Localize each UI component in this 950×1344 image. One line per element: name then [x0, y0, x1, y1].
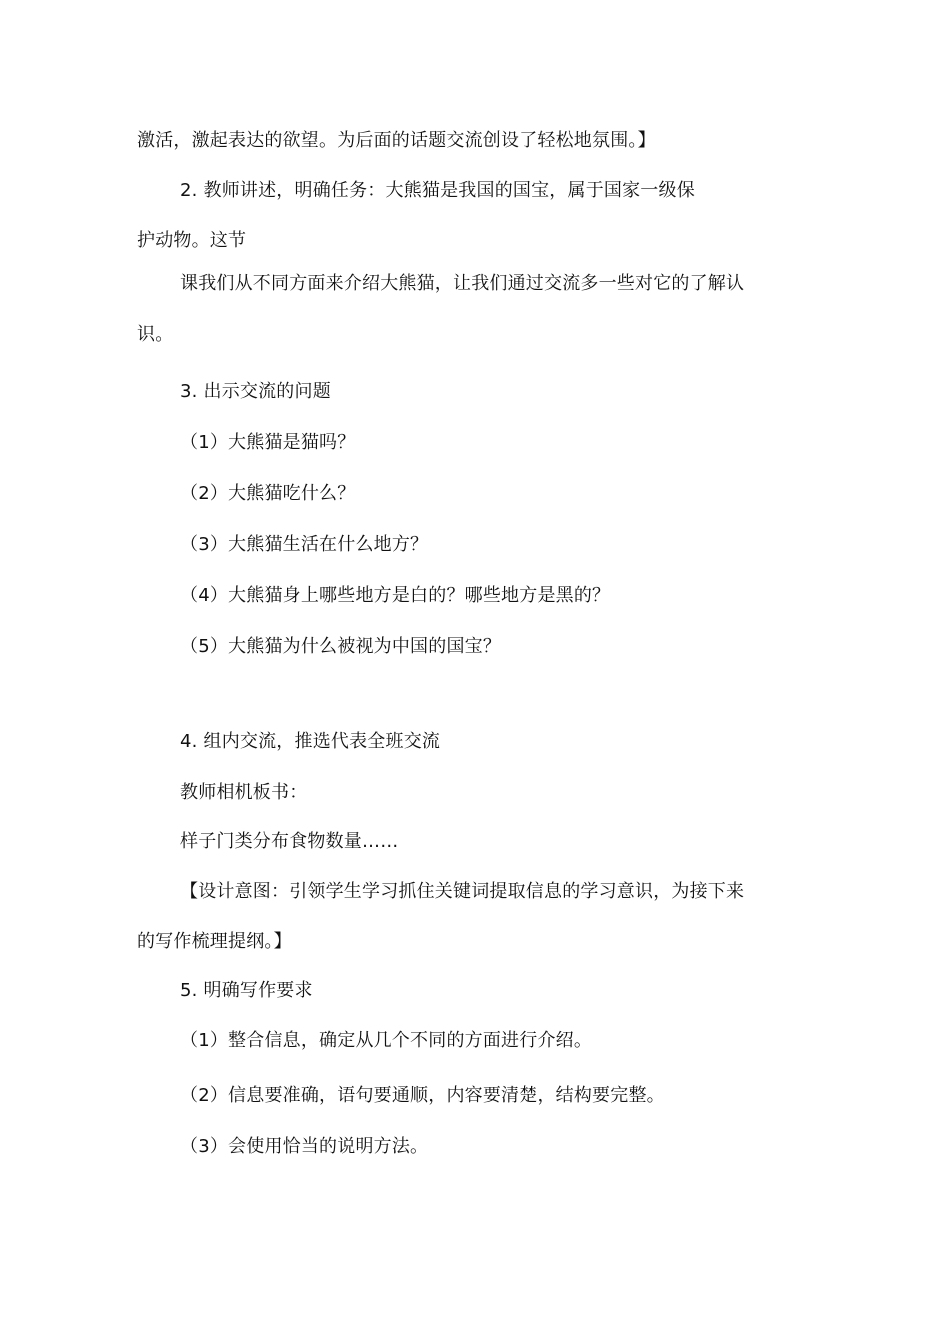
paragraph-line: 激活，激起表达的欲望。为后面的话题交流创设了轻松地氛围。】: [137, 130, 656, 151]
design-intent-note: 【设计意图：引领学生学习抓住关键词提取信息的学习意识，为接下来: [180, 881, 745, 902]
list-item-4: 4. 组内交流，推选代表全班交流: [180, 731, 441, 752]
requirement-item: （2）信息要准确，语句要通顺，内容要清楚，结构要完整。: [180, 1085, 665, 1106]
paragraph-line: 课我们从不同方面来介绍大熊猫，让我们通过交流多一些对它的了解认: [180, 273, 745, 294]
question-item: （1）大熊猫是猫吗？: [180, 432, 356, 453]
requirement-item: （1）整合信息，确定从几个不同的方面进行介绍。: [180, 1030, 593, 1051]
question-item: （4）大熊猫身上哪些地方是白的？哪些地方是黑的？: [180, 585, 611, 606]
paragraph-line: 教师相机板书：: [180, 782, 308, 803]
paragraph-line: 识。: [137, 324, 174, 345]
list-item-2: 2. 教师讲述，明确任务：大熊猫是我国的国宝，属于国家一级保: [180, 180, 695, 201]
list-item-5: 5. 明确写作要求: [180, 980, 313, 1001]
question-item: （2）大熊猫吃什么？: [180, 483, 356, 504]
list-item-3: 3. 出示交流的问题: [180, 381, 331, 402]
requirement-item: （3）会使用恰当的说明方法。: [180, 1136, 429, 1157]
question-item: （3）大熊猫生活在什么地方？: [180, 534, 429, 555]
question-item: （5）大熊猫为什么被视为中国的国宝？: [180, 636, 502, 657]
paragraph-line: 的写作梳理提纲。】: [137, 931, 292, 952]
paragraph-line: 样子门类分布食物数量……: [180, 831, 399, 852]
paragraph-line: 护动物。这节: [137, 230, 247, 251]
